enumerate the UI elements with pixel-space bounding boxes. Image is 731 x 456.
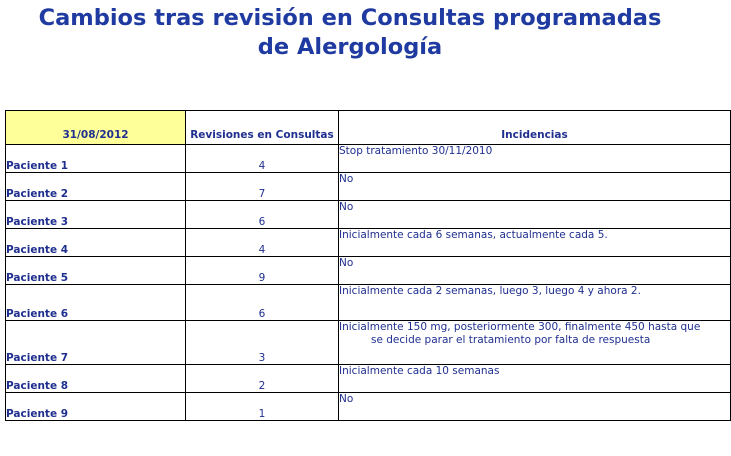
patient-name: Paciente 2 [6,173,186,201]
header-revisions: Revisiones en Consultas [186,111,339,145]
revision-count: 9 [186,257,339,285]
table-row [6,173,731,201]
table-row [6,145,731,173]
incident-text: Stop tratamiento 30/11/2010 [339,145,731,173]
table-row [6,365,731,393]
header-date: 31/08/2012 [6,111,186,145]
revision-count: 6 [186,285,339,321]
revision-count: 4 [186,229,339,257]
patient-name: Paciente 8 [6,365,186,393]
header-incidents: Incidencias [339,111,731,145]
patient-name: Paciente 4 [6,229,186,257]
table-row [6,257,731,285]
patient-name: Paciente 6 [6,285,186,321]
incident-text: Inicialmente cada 2 semanas, luego 3, luego 4 y ahora 2. [339,285,731,321]
revisions-table [5,110,731,421]
revision-count: 7 [186,173,339,201]
table-row [6,285,731,321]
incident-text: Inicialmente cada 10 semanas [339,365,731,393]
revision-count: 6 [186,201,339,229]
incident-text: No [339,173,731,201]
incident-text: No [339,201,731,229]
incident-text: Inicialmente cada 6 semanas, actualmente cada 5. [339,229,731,257]
incident-line-1: Inicialmente 150 mg, posteriormente 300, finalmente 450 hasta que [339,321,701,333]
incident-text: No [339,393,731,421]
table-row [6,321,731,365]
table-row [6,229,731,257]
patient-name: Paciente 5 [6,257,186,285]
incident-text [339,321,731,365]
title-line-1: Cambios tras revisión en Consultas programadas [38,5,662,31]
page-title [0,4,700,62]
revision-count: 1 [186,393,339,421]
incident-line-2: se decide parar el tratamiento por falta de respuesta [371,334,651,346]
patient-name: Paciente 3 [6,201,186,229]
title-line-2: de Alergología [257,34,443,60]
patient-name: Paciente 7 [6,321,186,365]
table-header-row [6,111,731,145]
revision-count: 3 [186,321,339,365]
table-row [6,201,731,229]
incident-text: No [339,257,731,285]
table-row [6,393,731,421]
patient-name: Paciente 1 [6,145,186,173]
revision-count: 2 [186,365,339,393]
revision-count: 4 [186,145,339,173]
patient-name: Paciente 9 [6,393,186,421]
